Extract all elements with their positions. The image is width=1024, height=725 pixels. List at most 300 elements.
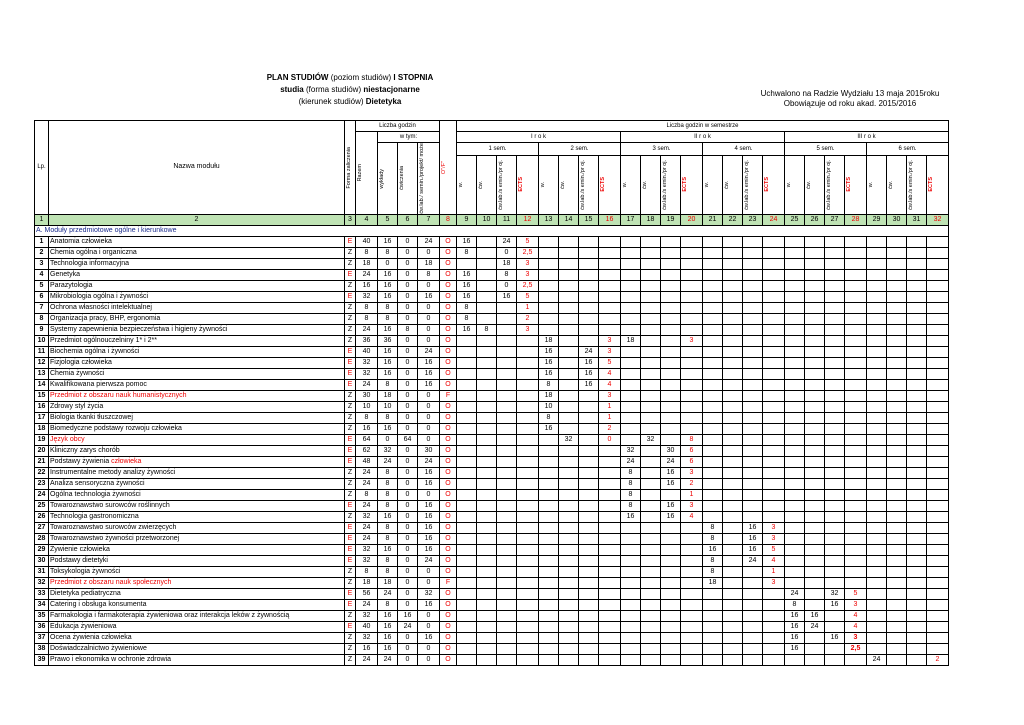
semester-cell: 8 xyxy=(539,412,559,423)
row-lp: 14 xyxy=(35,379,49,390)
semester-cell xyxy=(825,423,845,434)
semester-cell xyxy=(539,258,559,269)
semester-cell xyxy=(867,335,887,346)
form-of-credit: E xyxy=(345,621,356,632)
hours-labs: 0 xyxy=(418,280,440,291)
semester-cell xyxy=(579,511,599,522)
semester-cell xyxy=(641,555,661,566)
semester-cell xyxy=(845,423,867,434)
semester-cell xyxy=(805,346,825,357)
row-lp: 3 xyxy=(35,258,49,269)
semester-cell xyxy=(743,621,763,632)
semester-cell xyxy=(497,478,517,489)
table-row xyxy=(35,588,949,599)
semester-cell xyxy=(641,566,661,577)
semester-cell xyxy=(641,302,661,313)
module-name: Biomedyczne podstawy rozwoju człowieka xyxy=(49,423,345,434)
table-row xyxy=(35,324,949,335)
hours-lectures: 16 xyxy=(378,610,398,621)
semester-cell: 4 xyxy=(599,379,621,390)
semester-cell xyxy=(539,632,559,643)
row-lp: 21 xyxy=(35,456,49,467)
semester-cell xyxy=(641,390,661,401)
obligatory-flag: F xyxy=(440,390,457,401)
semester-cell: 16 xyxy=(703,544,723,555)
semester-cell xyxy=(477,500,497,511)
semester-cell xyxy=(703,588,723,599)
semester-cell: 10 xyxy=(539,401,559,412)
semester-cell: 24 xyxy=(661,456,681,467)
semester-cell xyxy=(599,599,621,610)
semester-cell xyxy=(517,577,539,588)
semester-cell xyxy=(743,390,763,401)
semester-cell: 1 xyxy=(599,401,621,412)
semester-cell xyxy=(763,412,785,423)
column-number: 30 xyxy=(887,214,907,225)
col-name: Nazwa modułu xyxy=(49,121,345,215)
hours-total: 32 xyxy=(356,555,378,566)
semester-cell xyxy=(559,390,579,401)
semester-cell xyxy=(825,247,845,258)
semester-cell xyxy=(785,434,805,445)
hours-total: 8 xyxy=(356,302,378,313)
semester-cell xyxy=(599,489,621,500)
form-of-credit: Z xyxy=(345,302,356,313)
semester-cell xyxy=(681,379,703,390)
semester-cell: 5 xyxy=(763,544,785,555)
hours-exercises: 0 xyxy=(398,302,418,313)
semester-cell xyxy=(723,247,743,258)
module-name: Toksykologia żywności xyxy=(49,566,345,577)
semester-cell: 8 xyxy=(621,478,641,489)
semester-cell xyxy=(825,236,845,247)
semester-cell xyxy=(641,621,661,632)
table-row xyxy=(35,412,949,423)
semester-cell xyxy=(599,302,621,313)
semester-cell xyxy=(763,456,785,467)
form-of-credit: Z xyxy=(345,654,356,665)
semester-cell xyxy=(887,335,907,346)
semester-cell xyxy=(457,390,477,401)
semester-cell xyxy=(497,434,517,445)
semester-cell xyxy=(579,467,599,478)
semester-cell xyxy=(867,302,887,313)
semester-cell xyxy=(825,489,845,500)
hours-total: 24 xyxy=(356,478,378,489)
semester-cell: 4 xyxy=(763,555,785,566)
semester-cell xyxy=(845,445,867,456)
semester-cell xyxy=(805,423,825,434)
col-year-3: III r o k xyxy=(785,132,949,143)
semester-cell xyxy=(599,500,621,511)
semester-cell xyxy=(743,632,763,643)
semester-cell xyxy=(703,643,723,654)
row-lp: 23 xyxy=(35,478,49,489)
semester-cell xyxy=(907,247,927,258)
semester-cell xyxy=(887,467,907,478)
semester-cell xyxy=(723,621,743,632)
form-of-credit: Z xyxy=(345,247,356,258)
semester-cell xyxy=(763,379,785,390)
semester-cell xyxy=(559,654,579,665)
semester-cell xyxy=(681,291,703,302)
semester-cell xyxy=(579,335,599,346)
semester-cell xyxy=(785,258,805,269)
semester-cell xyxy=(559,269,579,280)
approval-line-1: Uchwalono na Radzie Wydziału 13 maja 2015roku xyxy=(760,89,940,98)
module-name: Edukacja żywieniowa xyxy=(49,621,345,632)
semester-cell xyxy=(743,412,763,423)
table-row xyxy=(35,401,949,412)
hours-lectures: 24 xyxy=(378,456,398,467)
semester-cell: 8 xyxy=(621,500,641,511)
semester-cell xyxy=(457,610,477,621)
semester-cell xyxy=(703,423,723,434)
hours-labs: 0 xyxy=(418,324,440,335)
semester-cell xyxy=(763,346,785,357)
semester-cell: 16 xyxy=(497,291,517,302)
semester-cell xyxy=(763,357,785,368)
row-lp: 37 xyxy=(35,632,49,643)
col-sub-cw: ćw. xyxy=(641,155,661,214)
col-sub-w: w. xyxy=(539,155,559,214)
semester-cell xyxy=(703,434,723,445)
semester-cell: 16 xyxy=(785,610,805,621)
semester-cell: 16 xyxy=(457,291,477,302)
semester-cell: 3 xyxy=(599,335,621,346)
semester-cell xyxy=(743,346,763,357)
semester-cell xyxy=(681,533,703,544)
semester-cell xyxy=(763,247,785,258)
hours-lectures: 8 xyxy=(378,302,398,313)
semester-cell xyxy=(559,544,579,555)
semester-cell xyxy=(497,467,517,478)
row-lp: 9 xyxy=(35,324,49,335)
col-lp: Lp. xyxy=(35,121,49,215)
hours-exercises: 0 xyxy=(398,423,418,434)
semester-cell xyxy=(477,555,497,566)
hours-lectures: 10 xyxy=(378,401,398,412)
semester-cell xyxy=(477,423,497,434)
semester-cell xyxy=(907,478,927,489)
hours-exercises: 0 xyxy=(398,489,418,500)
row-lp: 30 xyxy=(35,555,49,566)
semester-cell xyxy=(743,434,763,445)
hours-labs: 0 xyxy=(418,489,440,500)
semester-cell xyxy=(661,280,681,291)
semester-cell xyxy=(867,236,887,247)
semester-cell xyxy=(867,643,887,654)
hours-exercises: 0 xyxy=(398,643,418,654)
hours-lectures: 16 xyxy=(378,357,398,368)
semester-cell xyxy=(723,500,743,511)
table-row xyxy=(35,456,949,467)
semester-cell xyxy=(681,236,703,247)
semester-cell xyxy=(825,643,845,654)
semester-cell xyxy=(845,346,867,357)
hours-labs: 24 xyxy=(418,456,440,467)
semester-cell: 16 xyxy=(621,511,641,522)
table-row xyxy=(35,280,949,291)
obligatory-flag: O xyxy=(440,346,457,357)
hours-lectures: 32 xyxy=(378,445,398,456)
semester-cell xyxy=(457,467,477,478)
semester-cell xyxy=(867,269,887,280)
semester-cell xyxy=(681,599,703,610)
semester-cell xyxy=(867,456,887,467)
semester-cell xyxy=(661,610,681,621)
study-plan-table xyxy=(34,120,949,666)
hours-lectures: 0 xyxy=(378,434,398,445)
semester-cell xyxy=(457,500,477,511)
semester-cell xyxy=(681,577,703,588)
semester-cell xyxy=(703,346,723,357)
hours-labs: 16 xyxy=(418,291,440,302)
table-row xyxy=(35,654,949,665)
semester-cell xyxy=(887,445,907,456)
semester-cell xyxy=(723,434,743,445)
hours-exercises: 0 xyxy=(398,544,418,555)
obligatory-flag: O xyxy=(440,500,457,511)
semester-cell xyxy=(641,269,661,280)
semester-cell xyxy=(539,654,559,665)
semester-cell xyxy=(927,346,949,357)
semester-cell xyxy=(477,610,497,621)
table-row xyxy=(35,621,949,632)
semester-cell xyxy=(641,445,661,456)
hours-exercises: 0 xyxy=(398,313,418,324)
semester-cell xyxy=(845,456,867,467)
col-sub-lab: ćw.lab./s emin./pr oj. xyxy=(743,155,763,214)
semester-cell: 4 xyxy=(681,511,703,522)
semester-cell: 16 xyxy=(579,379,599,390)
semester-cell xyxy=(825,280,845,291)
hours-lectures: 18 xyxy=(378,390,398,401)
semester-cell xyxy=(887,566,907,577)
semester-cell xyxy=(621,533,641,544)
hours-labs: 16 xyxy=(418,467,440,478)
semester-cell xyxy=(723,478,743,489)
semester-cell xyxy=(805,324,825,335)
semester-cell xyxy=(517,423,539,434)
semester-cell xyxy=(497,511,517,522)
semester-cell xyxy=(723,599,743,610)
semester-cell xyxy=(497,401,517,412)
semester-cell xyxy=(887,555,907,566)
semester-cell xyxy=(579,258,599,269)
semester-cell xyxy=(867,599,887,610)
approval-note xyxy=(760,89,940,109)
semester-cell xyxy=(539,610,559,621)
semester-cell xyxy=(907,324,927,335)
semester-cell xyxy=(805,247,825,258)
semester-cell xyxy=(559,500,579,511)
semester-cell xyxy=(825,269,845,280)
col-wyklady: wykłady xyxy=(378,143,398,215)
obligatory-flag: O xyxy=(440,412,457,423)
obligatory-flag: O xyxy=(440,489,457,500)
semester-cell xyxy=(539,236,559,247)
row-lp: 11 xyxy=(35,346,49,357)
semester-cell xyxy=(845,467,867,478)
semester-cell xyxy=(867,511,887,522)
semester-cell xyxy=(559,456,579,467)
hours-labs: 8 xyxy=(418,269,440,280)
semester-cell xyxy=(497,544,517,555)
semester-cell xyxy=(599,566,621,577)
semester-cell xyxy=(743,236,763,247)
column-number: 4 xyxy=(356,214,378,225)
semester-cell xyxy=(907,588,927,599)
semester-cell xyxy=(497,643,517,654)
module-name: Biochemia ogólna i żywności xyxy=(49,346,345,357)
semester-cell xyxy=(887,423,907,434)
semester-cell xyxy=(805,566,825,577)
semester-cell: 8 xyxy=(703,555,723,566)
module-name: Organizacja pracy, BHP, ergonomia xyxy=(49,313,345,324)
semester-cell xyxy=(887,511,907,522)
semester-cell xyxy=(641,467,661,478)
semester-cell xyxy=(621,357,641,368)
semester-cell xyxy=(723,566,743,577)
obligatory-flag: O xyxy=(440,610,457,621)
semester-cell: 1 xyxy=(763,566,785,577)
semester-cell xyxy=(927,456,949,467)
semester-cell xyxy=(539,313,559,324)
semester-cell xyxy=(907,577,927,588)
semester-cell xyxy=(743,269,763,280)
hours-exercises: 64 xyxy=(398,434,418,445)
row-lp: 28 xyxy=(35,533,49,544)
semester-cell xyxy=(621,566,641,577)
semester-cell xyxy=(517,632,539,643)
semester-cell xyxy=(621,412,641,423)
semester-cell xyxy=(703,610,723,621)
table-row xyxy=(35,489,949,500)
semester-cell xyxy=(785,511,805,522)
semester-cell xyxy=(661,390,681,401)
semester-cell xyxy=(763,445,785,456)
semester-cell xyxy=(825,324,845,335)
obligatory-flag: O xyxy=(440,456,457,467)
col-sem-3: 3 sem. xyxy=(621,143,703,156)
semester-cell xyxy=(559,478,579,489)
hours-labs: 0 xyxy=(418,434,440,445)
semester-cell xyxy=(845,258,867,269)
semester-cell xyxy=(539,456,559,467)
semester-cell xyxy=(621,368,641,379)
semester-cell xyxy=(927,555,949,566)
obligatory-flag: O xyxy=(440,236,457,247)
hours-total: 8 xyxy=(356,313,378,324)
semester-cell xyxy=(825,434,845,445)
semester-cell xyxy=(845,368,867,379)
col-cw-lab: ćw.lab./ semin./projekt/ może xyxy=(418,143,440,215)
semester-cell xyxy=(497,654,517,665)
semester-cell: 16 xyxy=(785,632,805,643)
column-number: 7 xyxy=(418,214,440,225)
semester-cell xyxy=(559,522,579,533)
semester-cell xyxy=(517,445,539,456)
semester-cell: 8 xyxy=(477,324,497,335)
semester-cell xyxy=(723,456,743,467)
hours-exercises: 0 xyxy=(398,500,418,511)
semester-cell xyxy=(845,577,867,588)
semester-cell xyxy=(723,544,743,555)
semester-cell xyxy=(703,445,723,456)
column-number: 21 xyxy=(703,214,723,225)
semester-cell xyxy=(539,533,559,544)
semester-cell xyxy=(641,599,661,610)
semester-cell xyxy=(621,324,641,335)
obligatory-flag: O xyxy=(440,566,457,577)
semester-cell xyxy=(517,478,539,489)
col-hours-group: Liczba godzin xyxy=(356,121,440,132)
row-lp: 18 xyxy=(35,423,49,434)
semester-cell xyxy=(457,643,477,654)
module-name: Przedmiot z obszaru nauk humanistycznych xyxy=(49,390,345,401)
semester-cell xyxy=(763,302,785,313)
hours-total: 40 xyxy=(356,621,378,632)
semester-cell xyxy=(743,467,763,478)
hours-total: 24 xyxy=(356,467,378,478)
semester-cell xyxy=(805,368,825,379)
semester-cell: 16 xyxy=(457,269,477,280)
semester-cell xyxy=(907,500,927,511)
table-row xyxy=(35,390,949,401)
semester-cell: 4 xyxy=(845,610,867,621)
obligatory-flag: O xyxy=(440,588,457,599)
hours-lectures: 8 xyxy=(378,313,398,324)
table-row xyxy=(35,500,949,511)
semester-cell xyxy=(497,621,517,632)
semester-cell xyxy=(887,368,907,379)
col-sem-2: 2 sem. xyxy=(539,143,621,156)
semester-cell xyxy=(887,588,907,599)
semester-cell xyxy=(867,610,887,621)
semester-cell xyxy=(579,236,599,247)
form-of-credit: Z xyxy=(345,423,356,434)
semester-cell xyxy=(477,577,497,588)
obligatory-flag: O xyxy=(440,258,457,269)
semester-cell xyxy=(497,357,517,368)
semester-cell: 16 xyxy=(579,357,599,368)
approval-line-2: Obowiązuje od roku akad. 2015/2016 xyxy=(783,99,917,108)
semester-cell xyxy=(723,412,743,423)
semester-cell xyxy=(621,280,641,291)
semester-cell xyxy=(723,357,743,368)
semester-cell: 2 xyxy=(517,313,539,324)
obligatory-flag: O xyxy=(440,302,457,313)
row-lp: 27 xyxy=(35,522,49,533)
form-of-credit: E xyxy=(345,379,356,390)
semester-cell xyxy=(805,291,825,302)
semester-cell xyxy=(867,566,887,577)
semester-cell xyxy=(457,379,477,390)
semester-cell xyxy=(867,313,887,324)
semester-cell xyxy=(517,335,539,346)
semester-cell xyxy=(661,522,681,533)
semester-cell xyxy=(927,313,949,324)
obligatory-flag: O xyxy=(440,632,457,643)
form-of-credit: E xyxy=(345,346,356,357)
semester-cell xyxy=(887,269,907,280)
semester-cell xyxy=(517,588,539,599)
semester-cell: 30 xyxy=(661,445,681,456)
semester-cell xyxy=(579,291,599,302)
col-w-tym: w tym: xyxy=(378,132,440,143)
semester-cell: 16 xyxy=(743,533,763,544)
